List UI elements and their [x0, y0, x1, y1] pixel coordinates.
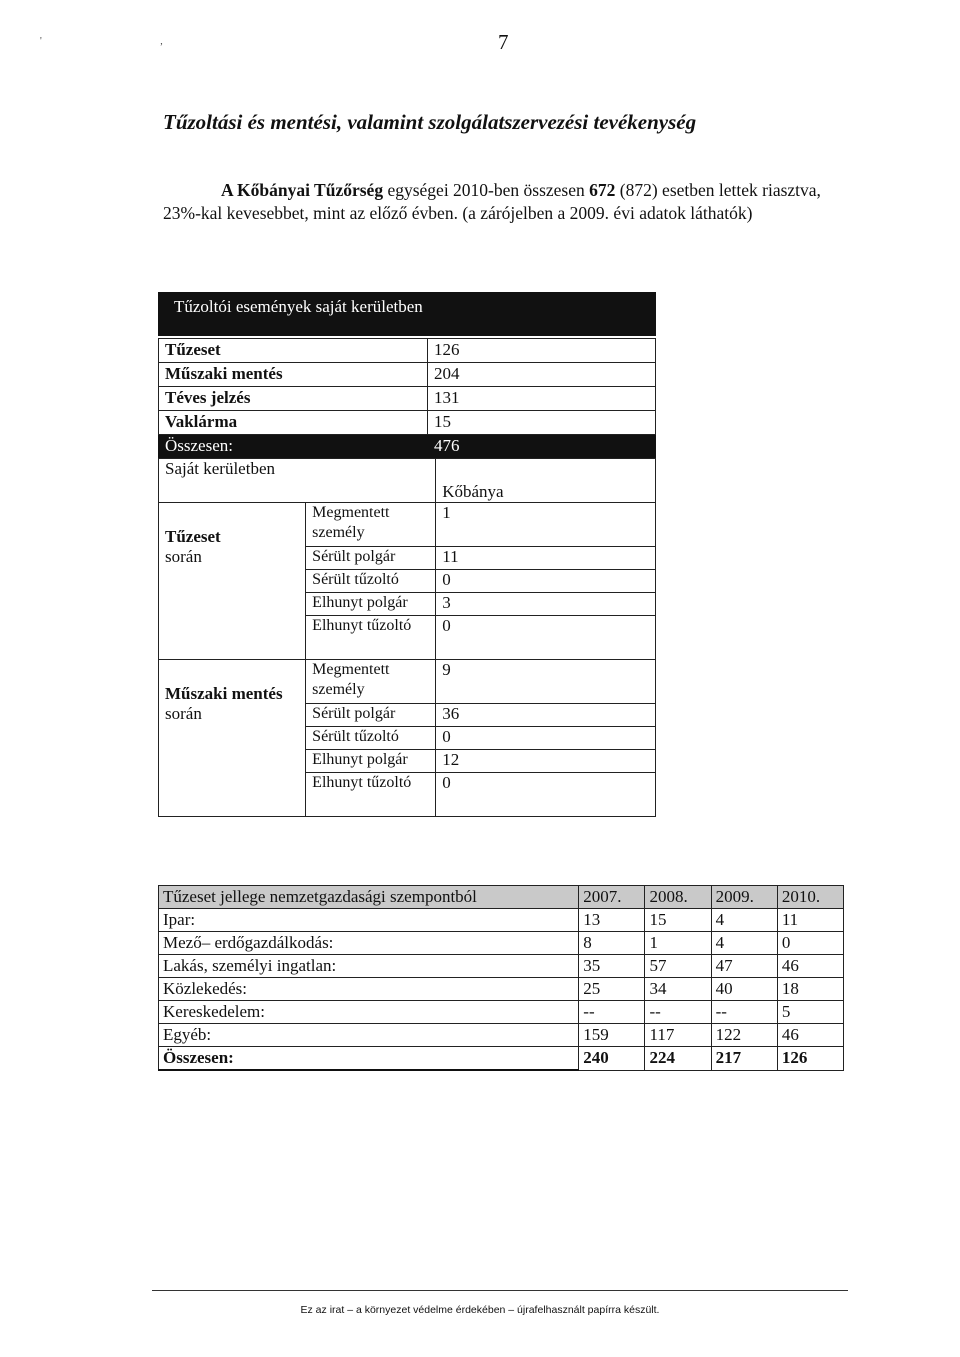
table-header-row	[159, 886, 844, 909]
row-label: Elhunyt polgár	[306, 750, 436, 773]
table-cell: 4	[711, 909, 777, 932]
row-value: 126	[428, 339, 656, 363]
events-table-title: Tűzoltói események saját kerületben	[158, 292, 656, 336]
header-cell: 2008.	[645, 886, 711, 909]
table-row	[159, 503, 656, 547]
table-cell: 217	[711, 1047, 777, 1071]
row-label: Elhunyt polgár	[306, 593, 436, 616]
header-cell: 2009.	[711, 886, 777, 909]
intro-text-1: egységei 2010-ben összesen	[383, 180, 590, 200]
table-cell: 47	[711, 955, 777, 978]
group-fire	[159, 503, 306, 660]
row-label: Sérült polgár	[306, 704, 436, 727]
row-label: Vaklárma	[159, 411, 428, 435]
total-value: 476	[428, 435, 656, 459]
table-cell: --	[579, 1001, 645, 1024]
table-cell: 5	[777, 1001, 843, 1024]
group-fire-title: Tűzeset	[165, 527, 221, 546]
table-cell: Közlekedés:	[159, 978, 579, 1001]
table-row	[159, 955, 844, 978]
table-cell: Mező– erdőgazdálkodás:	[159, 932, 579, 955]
table-cell: 34	[645, 978, 711, 1001]
header-cell: Tűzeset jellege nemzetgazdasági szempontból	[159, 886, 579, 909]
table-row	[159, 411, 656, 435]
group-rescue-rest: során	[165, 704, 202, 723]
table-row	[159, 363, 656, 387]
row-value: 204	[428, 363, 656, 387]
header-cell: 2007.	[579, 886, 645, 909]
table-cell: 224	[645, 1047, 711, 1071]
table-row	[159, 387, 656, 411]
group-rescue-title: Műszaki mentés	[165, 684, 283, 703]
count-2010: 672	[589, 180, 616, 200]
table-row	[159, 909, 844, 932]
group-rescue	[159, 660, 306, 817]
table-cell: Összesen:	[159, 1047, 579, 1071]
group-fire-rest: során	[165, 547, 202, 566]
row-value: 12	[436, 750, 656, 773]
row-value: 0	[436, 727, 656, 750]
page-title: Tűzoltási és mentési, valamint szolgálatszervezési tevékenység	[163, 110, 697, 134]
table-row	[159, 978, 844, 1001]
row-value: 0	[436, 773, 656, 817]
table-cell: 0	[777, 932, 843, 955]
events-table	[158, 338, 656, 459]
table-cell: 46	[777, 1024, 843, 1047]
total-row	[159, 435, 656, 459]
header-kobanya	[436, 459, 656, 503]
table-cell: 11	[777, 909, 843, 932]
table-cell: 4	[711, 932, 777, 955]
footer-note: Ez az irat – a környezet védelme érdekében – újrafelhasznált papírra készült.	[300, 1304, 660, 1316]
header-col-label: Kőbánya	[442, 482, 504, 501]
row-value: 15	[428, 411, 656, 435]
table-cell: 15	[645, 909, 711, 932]
intro-text-2: (872) esetben lettek riasztva, 23%-kal kevesebbet, mint az előző évben. (a zárójelben a 2009. évi adatok láthatók)	[163, 180, 821, 223]
table-row	[159, 1024, 844, 1047]
total-label: Összesen:	[159, 435, 428, 459]
table-cell: --	[711, 1001, 777, 1024]
total-row	[159, 1047, 844, 1071]
table-cell: 159	[579, 1024, 645, 1047]
table-cell: 8	[579, 932, 645, 955]
table-row	[159, 339, 656, 363]
table-cell: 18	[777, 978, 843, 1001]
row-value: 3	[436, 593, 656, 616]
row-value: 11	[436, 547, 656, 570]
table-cell: 46	[777, 955, 843, 978]
row-label: Műszaki mentés	[159, 363, 428, 387]
row-label: Megmentett személy	[306, 503, 436, 547]
header-cell: 2010.	[777, 886, 843, 909]
row-value: 9	[436, 660, 656, 704]
casualties-table	[158, 458, 656, 817]
row-label: Téves jelzés	[159, 387, 428, 411]
row-label: Sérült tűzoltó	[306, 570, 436, 593]
row-label: Tűzeset	[159, 339, 428, 363]
row-label: Elhunyt tűzoltó	[306, 773, 436, 817]
scan-marks: ' ,	[40, 36, 221, 47]
intro-paragraph	[163, 179, 823, 225]
table-row	[159, 932, 844, 955]
table-cell: 25	[579, 978, 645, 1001]
row-value: 131	[428, 387, 656, 411]
row-label: Sérült polgár	[306, 547, 436, 570]
row-value: 0	[436, 616, 656, 660]
row-label: Elhunyt tűzoltó	[306, 616, 436, 660]
row-value: 0	[436, 570, 656, 593]
table-cell: Ipar:	[159, 909, 579, 932]
table-cell: 240	[579, 1047, 645, 1071]
row-label: Sérült tűzoltó	[306, 727, 436, 750]
fire-type-table	[158, 885, 844, 1071]
page-number: 7	[498, 30, 509, 54]
row-value: 36	[436, 704, 656, 727]
table-cell: Egyéb:	[159, 1024, 579, 1047]
header-left: Saját kerületben	[159, 459, 436, 503]
table-cell: Lakás, személyi ingatlan:	[159, 955, 579, 978]
table-header-row	[159, 459, 656, 503]
row-label: Megmentett személy	[306, 660, 436, 704]
footer-divider	[152, 1290, 848, 1291]
table-cell: 122	[711, 1024, 777, 1047]
table-cell: 126	[777, 1047, 843, 1071]
table-cell: 13	[579, 909, 645, 932]
table-cell: 1	[645, 932, 711, 955]
table-row	[159, 660, 656, 704]
row-value: 1	[436, 503, 656, 547]
table-cell: 40	[711, 978, 777, 1001]
table-cell: Kereskedelem:	[159, 1001, 579, 1024]
table-cell: 35	[579, 955, 645, 978]
table-row	[159, 1001, 844, 1024]
table-cell: 117	[645, 1024, 711, 1047]
unit-name: A Kőbányai Tűzőrség	[221, 180, 384, 200]
table-cell: 57	[645, 955, 711, 978]
table-cell: --	[645, 1001, 711, 1024]
